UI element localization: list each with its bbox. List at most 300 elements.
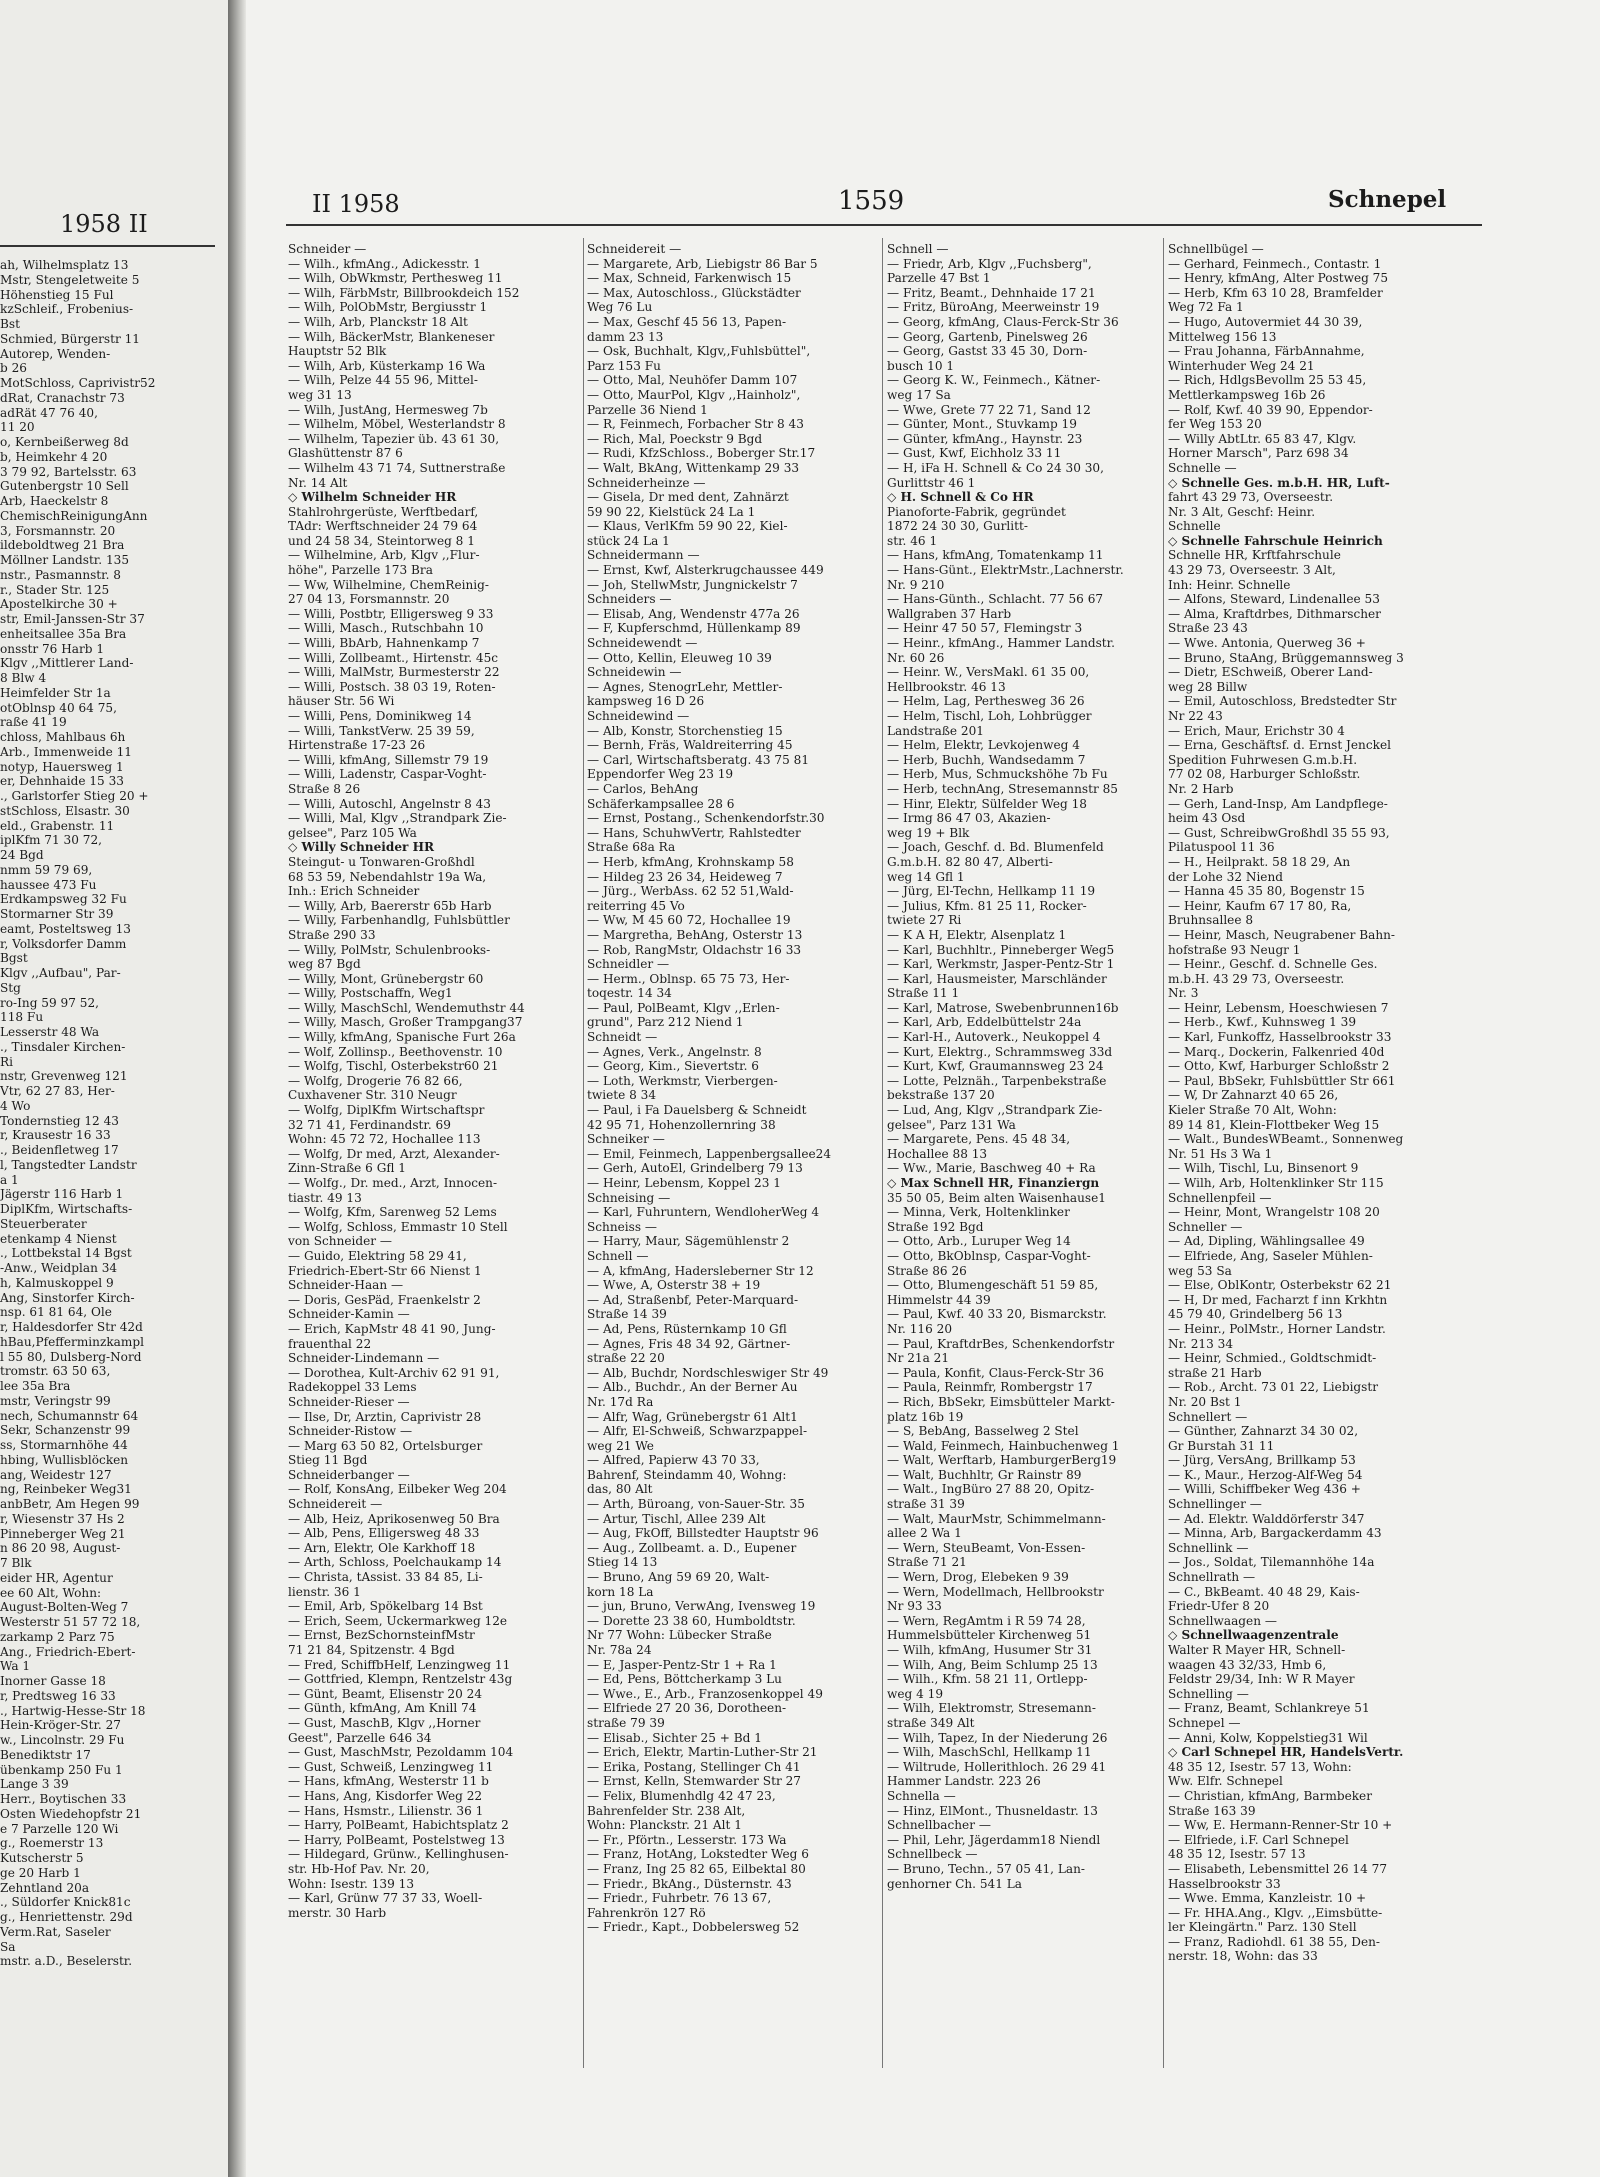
directory-entry-line: — Gust, MaschMstr, Pezoldamm 104 xyxy=(288,1745,514,1760)
book-gutter xyxy=(228,0,246,2177)
directory-entry-line: — Wilh, FärbMstr, Billbrookdeich 152 xyxy=(288,285,520,300)
directory-entry-line: — Rich, Mal, Poeckstr 9 Bgd xyxy=(587,431,763,446)
directory-entry-line: straße 31 39 xyxy=(887,1497,965,1512)
directory-entry-line: — Herb, Buchh, Wandsedamm 7 xyxy=(887,752,1086,767)
directory-entry-line: — Gust, Schweiß, Lenzingweg 11 xyxy=(288,1759,494,1774)
directory-entry-line: — Ernst, Kelln, Stemwarder Str 27 xyxy=(587,1774,801,1789)
directory-entry-line: Bahrenf, Steindamm 40, Wohng: xyxy=(587,1467,787,1482)
directory-entry-line: busch 10 1 xyxy=(887,358,955,373)
directory-entry-line: — Bernh, Fräs, Waldreiterring 45 xyxy=(587,738,793,753)
directory-entry-line: 1872 24 30 30, Gurlitt- xyxy=(887,519,1028,534)
left-page-line: ., Lottbekstal 14 Bgst xyxy=(0,1246,132,1261)
column-separator xyxy=(583,238,584,2068)
directory-entry-line: 59 90 22, Kielstück 24 La 1 xyxy=(587,504,756,519)
left-page-line: nech, Schumannstr 64 xyxy=(0,1408,139,1423)
directory-entry-line: der Lohe 32 Niend xyxy=(1168,869,1283,884)
directory-entry-line: 71 21 84, Spitzenstr. 4 Bgd xyxy=(288,1643,455,1657)
directory-entry-line: — Ad, Pens, Rüsternkamp 10 Gfl xyxy=(587,1321,787,1336)
directory-entry-line: — Hinz, ElMont., Thusneldastr. 13 xyxy=(887,1803,1098,1818)
directory-entry-line: Schnell — xyxy=(887,242,949,256)
directory-entry-line: — Hans-Günth., Schlacht. 77 56 67 xyxy=(887,592,1104,607)
directory-entry-line: — Paul, BbSekr, Fuhlsbüttler Str 661 xyxy=(1168,1073,1396,1088)
directory-entry-line: — Heinr., Geschf. d. Schnelle Ges. xyxy=(1168,957,1378,972)
directory-entry-line: Schneller — xyxy=(1168,1219,1243,1234)
left-page-line: anbBetr, Am Hegen 99 xyxy=(0,1497,140,1511)
directory-entry-line: — Hans-Günt., ElektrMstr.,Lachnerstr. xyxy=(887,563,1124,578)
directory-entry-line: fahrt 43 29 73, Overseestr. xyxy=(1168,490,1334,505)
directory-entry-line: — Bruno, Ang 59 69 20, Walt- xyxy=(587,1570,770,1585)
directory-entry-line: Schneiker — xyxy=(587,1132,665,1147)
directory-entry-line: — Fritz, BüroAng, Meerweinstr 19 xyxy=(887,300,1100,315)
left-page-line: otOblnsp 40 64 75, xyxy=(0,700,117,715)
directory-entry-line: Weg 76 Lu xyxy=(587,300,653,315)
left-page-line: ss, Stormarnhöhe 44 xyxy=(0,1438,128,1452)
left-page-line: ChemischReinigungAnn xyxy=(0,508,148,523)
left-page-line: Erdkampsweg 32 Fu xyxy=(0,892,127,907)
directory-entry-line: G.m.b.H. 82 80 47, Alberti- xyxy=(887,854,1053,869)
directory-entry-line: — Lud, Ang, Klgv ,,Strandpark Zie- xyxy=(887,1103,1103,1118)
directory-entry-line: — Ad, Dipling, Wählingsallee 49 xyxy=(1168,1234,1365,1249)
directory-entry-line: — Wilh, Arb, Küsterkamp 16 Wa xyxy=(288,358,486,373)
left-page-line: Wa 1 xyxy=(0,1659,31,1674)
directory-entry-line: — Franz, HotAng, Lokstedter Weg 6 xyxy=(587,1847,809,1862)
directory-entry-line: — Hans, Ang, Kisdorfer Weg 22 xyxy=(288,1788,483,1803)
left-page-line: ildeboldtweg 21 Bra xyxy=(0,538,125,553)
directory-entry-line: Wohn: Isestr. 139 13 xyxy=(288,1876,415,1891)
directory-entry-line: ◇ H. Schnell & Co HR xyxy=(887,490,1034,505)
directory-entry-line: — Ed, Pens, Böttcherkamp 3 Lu xyxy=(587,1672,782,1687)
directory-entry-line: — Herm., Oblnsp. 65 75 73, Her- xyxy=(587,971,790,986)
directory-entry-line: — Wern, RegAmtm i R 59 74 28, xyxy=(887,1613,1086,1628)
directory-entry-line: — Minna, Arb, Bargackerdamm 43 xyxy=(1168,1526,1382,1541)
directory-entry-line: — Paula, Konfit, Claus-Ferck-Str 36 xyxy=(887,1365,1104,1380)
left-page-line: 4 Wo xyxy=(0,1098,31,1113)
directory-entry-line: Kieler Straße 70 Alt, Wohn: xyxy=(1168,1103,1337,1118)
directory-entry-line: Stieg 14 13 xyxy=(587,1555,658,1570)
directory-entry-line: 48 35 12, Isestr. 57 13 xyxy=(1168,1847,1306,1862)
directory-entry-line: — Heinr. W., VersMakl. 61 35 00, xyxy=(887,665,1090,680)
left-page-line: onsstr 76 Harb 1 xyxy=(0,641,105,656)
directory-entry-line: — Wilh, ObWkmstr, Perthesweg 11 xyxy=(288,271,503,286)
left-page-line: ng, Reinbeker Weg31 xyxy=(0,1482,132,1497)
directory-entry-line: — Paul, Kwf. 40 33 20, Bismarckstr. xyxy=(887,1307,1107,1322)
directory-entry-line: — Paul, KraftdrBes, Schenkendorfstr xyxy=(887,1336,1115,1351)
directory-entry-line: Nr. 9 210 xyxy=(887,577,945,592)
directory-entry-line: Fahrenkrön 127 Rö xyxy=(587,1905,706,1920)
directory-entry-line: — Jürg., WerbAss. 62 52 51,Wald- xyxy=(587,884,794,899)
directory-entry-line: Straße 86 26 xyxy=(887,1263,967,1278)
directory-entry-line: m.b.H. 43 29 73, Overseestr. xyxy=(1168,971,1345,986)
directory-entry-line: ◇ Schnellwaagenzentrale xyxy=(1168,1628,1339,1643)
left-page-line: Arb., Immenweide 11 xyxy=(0,744,132,759)
directory-entry-line: Schneidereit — xyxy=(587,242,682,256)
directory-entry-line: — F, Kupferschmd, Hüllenkamp 89 xyxy=(587,621,801,636)
directory-entry-line: — Wilh, BäckerMstr, Blankeneser xyxy=(288,329,495,344)
directory-entry-line: — Ernst, BezSchornsteinfMstr xyxy=(288,1628,475,1643)
directory-entry-line: ◇ Carl Schnepel HR, HandelsVertr. xyxy=(1168,1745,1404,1760)
directory-entry-line: — Fred, SchiffbHelf, Lenzingweg 11 xyxy=(288,1657,511,1672)
directory-entry-line: — Ernst, Kwf, Alsterkrugchaussee 449 xyxy=(587,563,824,578)
left-page-line: hBau,Pfefferminzkampl xyxy=(0,1334,144,1349)
left-page-line: ro-Ing 59 97 52, xyxy=(0,995,99,1010)
left-page-line: Jägerstr 116 Harb 1 xyxy=(0,1187,124,1202)
directory-entry-line: — Karl, Matrose, Swebenbrunnen16b xyxy=(887,1000,1119,1015)
directory-entry-line: Parzelle 36 Niend 1 xyxy=(587,402,708,417)
directory-entry-line: — Jürg, VersAng, Brillkamp 53 xyxy=(1168,1453,1356,1468)
directory-entry-line: ◇ Wilhelm Schneider HR xyxy=(288,490,457,505)
directory-entry-line: waagen 43 32/33, Hmb 6, xyxy=(1168,1657,1327,1672)
left-page-line: kzSchleif., Frobenius- xyxy=(0,302,134,317)
directory-entry-line: — Alma, Kraftdrbes, Dithmarscher xyxy=(1168,606,1381,621)
directory-entry-line: Parzelle 47 Bst 1 xyxy=(887,271,991,286)
directory-entry-line: Nr. 20 Bst 1 xyxy=(1168,1394,1242,1409)
directory-entry-line: — Harry, Maur, Sägemühlenstr 2 xyxy=(587,1234,790,1249)
directory-entry-line: Schneiss — xyxy=(587,1219,658,1234)
directory-entry-line: — Alb, Buchdr, Nordschleswiger Str 49 xyxy=(587,1365,829,1380)
left-page-line: Sekr, Schanzenstr 99 xyxy=(0,1423,131,1438)
directory-entry-line: — Rolf, KonsAng, Eilbeker Weg 204 xyxy=(288,1482,507,1497)
directory-entry-line: Horner Marsch", Parz 698 34 xyxy=(1168,446,1349,461)
directory-entry-line: — Elisabeth, Lebensmittel 26 14 77 xyxy=(1168,1861,1388,1876)
left-page-line: Osten Wiedehopfstr 21 xyxy=(0,1806,142,1821)
directory-entry-line: gelsee", Parz 105 Wa xyxy=(288,825,417,840)
directory-entry-line: — Heinr, Masch, Neugrabener Bahn- xyxy=(1168,927,1395,942)
directory-entry-line: — Willi, MalMstr, Burmesterstr 22 xyxy=(288,665,500,680)
directory-entry-line: — Willy, kfmAng, Spanische Furt 26a xyxy=(288,1030,516,1045)
header-rule xyxy=(286,224,1482,226)
directory-entry-line: — Hans, kfmAng, Westerstr 11 b xyxy=(288,1774,489,1789)
directory-entry-line: Straße 14 39 xyxy=(587,1307,667,1322)
directory-entry-line: — H, Dr med, Facharzt f inn Krkhtn xyxy=(1168,1292,1388,1307)
directory-entry-line: — Elfriede, Ang, Saseler Mühlen- xyxy=(1168,1248,1373,1263)
directory-entry-line: Schnellbeck — xyxy=(887,1847,978,1862)
directory-entry-line: — Günt, Beamt, Elisenstr 20 24 xyxy=(288,1686,483,1701)
left-page-line: r, Haldesdorfer Str 42d xyxy=(0,1320,143,1334)
left-page-line: Ri xyxy=(0,1054,13,1069)
directory-entry-line: — Wwe, Grete 77 22 71, Sand 12 xyxy=(887,402,1091,417)
directory-entry-line: Gr Burstah 31 11 xyxy=(1168,1438,1275,1453)
left-page-line: lee 35a Bra xyxy=(0,1379,71,1393)
directory-entry-line: weg 53 Sa xyxy=(1168,1263,1232,1278)
directory-entry-line: — Dorette 23 38 60, Humboldtstr. xyxy=(587,1613,796,1628)
left-page-line: ang, Weidestr 127 xyxy=(0,1467,112,1482)
directory-entry-line: 45 79 40, Grindelberg 56 13 xyxy=(1168,1307,1343,1322)
directory-column-3 xyxy=(887,242,1179,1891)
directory-entry-line: nerstr. 18, Wohn: das 33 xyxy=(1168,1949,1318,1964)
directory-entry-line: Wohn: 45 72 72, Hochallee 113 xyxy=(288,1132,481,1147)
directory-entry-line: Schnella — xyxy=(887,1788,956,1803)
directory-entry-line: — Willi, kfmAng, Sillemstr 79 19 xyxy=(288,752,489,767)
directory-entry-line: Gurlittstr 46 1 xyxy=(887,475,976,490)
directory-entry-line: Mettlerkampsweg 16b 26 xyxy=(1168,387,1326,402)
directory-entry-line: Straße 71 21 xyxy=(887,1555,967,1570)
directory-entry-line: — Else, OblKontr, Osterbekstr 62 21 xyxy=(1168,1278,1392,1293)
directory-entry-line: Schneidewendt — xyxy=(587,636,698,651)
directory-entry-line: — Wwe, A, Osterstr 38 + 19 xyxy=(587,1278,761,1293)
directory-entry-line: Nr. 213 34 xyxy=(1168,1336,1234,1351)
directory-entry-line: — Elfriede 27 20 36, Dorotheen- xyxy=(587,1701,787,1716)
directory-entry-line: — Hans, SchuhwVertr, Rahlstedter xyxy=(587,825,801,840)
directory-entry-line: — Willy, Farbenhandlg, Fuhlsbüttler xyxy=(288,913,510,928)
directory-entry-line: — Rich, BbSekr, Eimsbütteler Markt- xyxy=(887,1394,1115,1409)
directory-entry-line: — Kurt, Kwf, Graumannsweg 23 24 xyxy=(887,1059,1104,1074)
left-page-line: -Anw., Weidplan 34 xyxy=(0,1261,118,1275)
directory-entry-line: — Gust, MaschB, Klgv ,,Horner xyxy=(288,1715,481,1730)
directory-entry-line: Parz 153 Fu xyxy=(587,358,661,373)
directory-entry-line: — Alfr, El-Schweiß, Schwarzpappel- xyxy=(587,1424,808,1439)
directory-entry-line: — Willi, TankstVerw. 25 39 59, xyxy=(288,723,475,738)
left-page-line: 7 Blk xyxy=(0,1556,32,1570)
directory-entry-line: — Willi, Pens, Dominikweg 14 xyxy=(288,709,472,723)
directory-entry-line: — Willi, BbArb, Hahnenkamp 7 xyxy=(288,636,480,651)
directory-entry-line: kampsweg 16 D 26 xyxy=(587,694,705,709)
left-page-line: Autorep, Wenden- xyxy=(0,346,111,361)
directory-entry-line: weg 19 + Blk xyxy=(887,825,970,840)
directory-entry-line: — Günter, Mont., Stuvkamp 19 xyxy=(887,417,1077,432)
directory-entry-line: straße 21 Harb xyxy=(1168,1365,1262,1380)
directory-entry-line: Straße 290 33 xyxy=(288,927,376,942)
directory-entry-line: — Heinr, Lebensm, Hoeschwiesen 7 xyxy=(1168,1000,1389,1015)
directory-entry-line: — Wern, Modellmach, Hellbrookstr xyxy=(887,1584,1104,1599)
left-page-line: Klgv ,,Aufbau", Par- xyxy=(0,966,121,980)
left-page-line: l, Tangstedter Landstr xyxy=(0,1157,137,1172)
directory-entry-line: Bahrenfelder Str. 238 Alt, xyxy=(587,1803,746,1818)
left-page-line: Benediktstr 17 xyxy=(0,1747,91,1762)
directory-entry-line: Wohn: Planckstr. 21 Alt 1 xyxy=(587,1818,742,1833)
directory-entry-line: 77 02 08, Harburger Schloßstr. xyxy=(1168,767,1361,782)
directory-entry-line: Schnelling — xyxy=(1168,1686,1249,1701)
directory-entry-line: — Walt., BundesWBeamt., Sonnenweg xyxy=(1168,1132,1404,1147)
left-page-line: o, Kernbeißerweg 8d xyxy=(0,435,129,449)
directory-entry-line: — Karl, Fuhruntern, WendloherWeg 4 xyxy=(587,1205,820,1220)
left-page-line: Arb, Haeckelstr 8 xyxy=(0,494,109,508)
directory-entry-line: — Hinr, Elektr, Sülfelder Weg 18 xyxy=(887,796,1088,811)
directory-entry-line: — Carl, Wirtschaftsberatg. 43 75 81 xyxy=(587,752,810,767)
directory-entry-line: — Rob., Archt. 73 01 22, Liebigstr xyxy=(1168,1380,1379,1395)
directory-entry-line: toqestr. 14 34 xyxy=(587,986,672,1001)
left-page-line: 3, Forsmannstr. 20 xyxy=(0,523,116,538)
directory-entry-line: — Wald, Feinmech, Hainbuchenweg 1 xyxy=(887,1438,1120,1453)
directory-entry-line: Straße 163 39 xyxy=(1168,1803,1256,1818)
directory-entry-line: — Ad, Straßenbf, Peter-Marquard- xyxy=(587,1292,799,1307)
directory-entry-line: — Dorothea, Kult-Archiv 62 91 91, xyxy=(288,1365,500,1380)
directory-entry-line: — Dietr, ESchweiß, Oberer Land- xyxy=(1168,665,1373,680)
directory-entry-line: weg 21 We xyxy=(587,1438,654,1453)
directory-entry-line: Nr. 51 Hs 3 Wa 1 xyxy=(1168,1146,1273,1161)
directory-entry-line: — Arth, Schloss, Poelchaukamp 14 xyxy=(288,1555,502,1570)
directory-entry-line: — Ad. Elektr. Walddörferstr 347 xyxy=(1168,1511,1365,1526)
directory-entry-line: — Friedr., Kapt., Dobbelersweg 52 xyxy=(587,1920,800,1935)
left-page-line: raße 41 19 xyxy=(0,715,67,730)
directory-entry-line: Mittelweg 156 13 xyxy=(1168,329,1277,344)
directory-entry-line: korn 18 La xyxy=(587,1584,654,1599)
directory-entry-line: — Fr., Pförtn., Lesserstr. 173 Wa xyxy=(587,1832,787,1847)
directory-entry-line: — Otto, MaurPol, Klgv ,,Hainholz", xyxy=(587,387,801,402)
left-page-line: Bgst xyxy=(0,951,28,966)
directory-entry-line: straße 22 20 xyxy=(587,1351,665,1366)
directory-entry-line: — Harry, PolBeamt, Habichtsplatz 2 xyxy=(288,1818,509,1833)
directory-column-2 xyxy=(587,242,879,1935)
directory-entry-line: — Erich, Maur, Erichstr 30 4 xyxy=(1168,723,1345,738)
directory-entry-line: — Wilh, JustAng, Hermesweg 7b xyxy=(288,402,488,417)
directory-entry-line: — Wilh, Arb, Holtenklinker Str 115 xyxy=(1168,1176,1384,1190)
directory-entry-line: — Georg, kfmAng, Claus-Ferck-Str 36 xyxy=(887,314,1119,329)
directory-entry-line: — Heinr, Kaufm 67 17 80, Ra, xyxy=(1168,898,1352,913)
directory-entry-line: Nr 93 33 xyxy=(887,1599,942,1614)
left-page-line: Klgv ,,Mittlerer Land- xyxy=(0,656,134,671)
directory-entry-line: Schneiderbanger — xyxy=(288,1467,410,1482)
directory-entry-line: — Ww., Marie, Baschweg 40 + Ra xyxy=(887,1161,1096,1176)
directory-entry-line: ◇ Willy Schneider HR xyxy=(288,840,435,855)
directory-entry-line: — Willi, Zollbeamt., Hirtenstr. 45c xyxy=(288,650,499,665)
directory-entry-line: Stahlrohrgerüste, Werftbedarf, xyxy=(288,504,479,519)
directory-entry-line: — Gerh, Land-Insp, Am Landpflege- xyxy=(1168,796,1388,811)
directory-entry-line: Steingut- u Tonwaren-Großhdl xyxy=(288,854,475,869)
directory-entry-line: Nr. 60 26 xyxy=(887,650,945,665)
directory-entry-line: Schneidermann — xyxy=(587,548,700,563)
left-page-line: Westerstr 51 57 72 18, xyxy=(0,1615,141,1629)
left-page-line: Möllner Landstr. 135 xyxy=(0,553,130,567)
directory-entry-line: Nr. 14 Alt xyxy=(288,475,348,490)
directory-entry-line: Schneising — xyxy=(587,1190,671,1205)
directory-entry-line: — Erich, KapMstr 48 41 90, Jung- xyxy=(288,1321,496,1336)
directory-entry-line: Schnelle — xyxy=(1168,460,1237,475)
directory-entry-line: — Willi, Masch., Rutschbahn 10 xyxy=(288,621,484,636)
left-page-line: er, Dehnhaide 15 33 xyxy=(0,774,124,789)
directory-entry-line: twiete 27 Ri xyxy=(887,913,962,928)
left-page-line: r, Krausestr 16 33 xyxy=(0,1128,111,1143)
left-page-line: l 55 80, Dulsberg-Nord xyxy=(0,1349,142,1364)
directory-entry-line: — Wilh, Pelze 44 55 96, Mittel- xyxy=(288,373,478,388)
directory-entry-line: — Georg, Kim., Sievertstr. 6 xyxy=(587,1059,759,1074)
directory-entry-line: Schneider-Rieser — xyxy=(288,1394,410,1409)
directory-entry-line: — Wolfg, Tischl, Osterbekstr60 21 xyxy=(288,1059,499,1074)
directory-entry-line: — Wilhelm 43 71 74, Suttnerstraße xyxy=(288,460,506,475)
directory-entry-line: — Heinr, Schmied., Goldtschmidt- xyxy=(1168,1351,1377,1366)
directory-entry-line: — Alb., Buchdr., An der Berner Au xyxy=(587,1380,798,1395)
directory-entry-line: — Wilhelmine, Arb, Klgv ,,Flur- xyxy=(288,548,480,563)
directory-entry-line: Schneiderheinze — xyxy=(587,475,706,490)
directory-entry-line: — Karl, Buchhltr., Pinneberger Weg5 xyxy=(887,942,1115,957)
directory-entry-line: 48 35 12, Isestr. 57 13, Wohn: xyxy=(1168,1759,1352,1774)
directory-entry-line: Schneidereit — xyxy=(288,1497,383,1512)
directory-entry-line: — Herb, technAng, Stresemannstr 85 xyxy=(887,781,1118,796)
directory-entry-line: Zinn-Straße 6 Gfl 1 xyxy=(288,1161,406,1176)
directory-entry-line: — Emil, Autoschloss, Bredstedter Str xyxy=(1168,694,1397,709)
directory-entry-line: Nr 21a 21 xyxy=(887,1351,950,1366)
directory-entry-line: — Willy, MaschSchl, Wendemuthstr 44 xyxy=(288,1000,525,1015)
directory-entry-line: — Max, Schneid, Farkenwisch 15 xyxy=(587,271,792,286)
directory-entry-line: — Paul, PolBeamt, Klgv ,,Erlen- xyxy=(587,1000,780,1015)
left-page-line: r, Wiesenstr 37 Hs 2 xyxy=(0,1511,125,1526)
directory-entry-line: Inh: Heinr. Schnelle xyxy=(1168,577,1291,592)
directory-entry-line: — Ww, M 45 60 72, Hochallee 19 xyxy=(587,913,791,928)
directory-entry-line: Bruhnsallee 8 xyxy=(1168,913,1254,928)
directory-entry-line: 42 95 71, Hohenzollernring 38 xyxy=(587,1117,776,1132)
directory-entry-line: heim 43 Osd xyxy=(1168,811,1246,826)
left-page-line: Zehntland 20a xyxy=(0,1880,90,1895)
directory-entry-line: — Kurt, Elektrg., Schrammsweg 33d xyxy=(887,1044,1113,1059)
directory-entry-line: — Karl, Werkmstr, Jasper-Pentz-Str 1 xyxy=(887,957,1115,972)
directory-entry-line: — Wilh., Kfm. 58 21 11, Ortlepp- xyxy=(887,1672,1088,1687)
directory-entry-line: — Willy, Masch, Großer Trampgang37 xyxy=(288,1015,523,1030)
directory-entry-line: Nr. 3 xyxy=(1168,986,1199,1001)
directory-entry-line: — Alfred, Papierw 43 70 33, xyxy=(587,1453,760,1468)
left-page-header: 1958 II xyxy=(60,210,148,238)
directory-entry-line: genhorner Ch. 541 La xyxy=(887,1876,1023,1891)
left-page-line: b, Heimkehr 4 20 xyxy=(0,449,108,464)
directory-entry-line: — Ww, E. Hermann-Renner-Str 10 + xyxy=(1168,1818,1393,1833)
directory-entry-line: Straße 8 26 xyxy=(288,781,361,796)
directory-entry-line: — Elisab., Sichter 25 + Bd 1 xyxy=(587,1730,762,1745)
directory-entry-line: hofstraße 93 Neugr 1 xyxy=(1168,942,1301,957)
directory-entry-line: fer Weg 153 20 xyxy=(1168,417,1262,432)
left-page-line: ., Garlstorfer Stieg 20 + xyxy=(0,789,149,803)
directory-entry-line: — Alb, Konstr, Storchenstieg 15 xyxy=(587,723,783,738)
left-page-line: chloss, Mahlbaus 6h xyxy=(0,730,126,744)
directory-entry-line: str. 46 1 xyxy=(887,533,938,548)
directory-entry-line: lienstr. 36 1 xyxy=(288,1584,361,1599)
directory-entry-line: — Agnes, StenogrLehr, Mettler- xyxy=(587,679,783,694)
left-page-line: Sa xyxy=(0,1939,16,1954)
directory-entry-line: höhe", Parzelle 173 Bra xyxy=(288,563,433,578)
left-page-line: r, Predtsweg 16 33 xyxy=(0,1688,116,1703)
directory-entry-line: — Erna, Geschäftsf. d. Ernst Jenckel xyxy=(1168,738,1391,753)
left-page-line: Mstr, Stengeletweite 5 xyxy=(0,272,140,287)
directory-entry-line: — Willy, Arb, Baererstr 65b Harb xyxy=(288,898,492,913)
directory-entry-line: — Arth, Büroang, von-Sauer-Str. 35 xyxy=(587,1497,805,1512)
directory-entry-line: str. Hb-Hof Pav. Nr. 20, xyxy=(288,1861,430,1876)
directory-entry-line: — Rob, RangMstr, Oldachstr 16 33 xyxy=(587,942,802,957)
directory-entry-line: — Wilhelm, Möbel, Westerlandstr 8 xyxy=(288,417,506,432)
left-page-line: Stormarner Str 39 xyxy=(0,907,114,921)
directory-entry-line: — Walt, BkAng, Wittenkamp 29 33 xyxy=(587,460,800,475)
directory-entry-line: stück 24 La 1 xyxy=(587,533,670,548)
directory-entry-line: — Wern, SteuBeamt, Von-Essen- xyxy=(887,1540,1086,1555)
left-page-line: r., Stader Str. 125 xyxy=(0,582,110,597)
directory-entry-line: Schnellinger — xyxy=(1168,1497,1262,1512)
directory-entry-line: — Karl, Grünw 77 37 33, Woell- xyxy=(288,1891,483,1906)
directory-entry-line: — Margretha, BehAng, Osterstr 13 xyxy=(587,927,803,942)
directory-entry-line: — Gottfried, Klempn, Rentzelstr 43g xyxy=(288,1672,513,1687)
directory-entry-line: Hammer Landstr. 223 26 xyxy=(887,1774,1041,1789)
left-page-line: hbing, Wullisblöcken xyxy=(0,1452,129,1467)
directory-entry-line: — S, BebAng, Basselweg 2 Stel xyxy=(887,1424,1079,1439)
directory-entry-line: Straße 192 Bgd xyxy=(887,1219,984,1234)
left-page-line: adRät 47 76 40, xyxy=(0,405,98,420)
left-page-line: Lesserstr 48 Wa xyxy=(0,1025,100,1039)
directory-entry-line: Hummelsbütteler Kirchenweg 51 xyxy=(887,1628,1092,1643)
directory-entry-line: — Willi, Postbtr, Elligersweg 9 33 xyxy=(288,606,494,621)
directory-entry-line: Schnellink — xyxy=(1168,1540,1249,1555)
left-page-line: 24 Bgd xyxy=(0,848,44,862)
directory-entry-line: — Günther, Zahnarzt 34 30 02, xyxy=(1168,1424,1359,1439)
directory-entry-line: — Walt, Buchhltr, Gr Rainstr 89 xyxy=(887,1467,1082,1482)
directory-entry-line: straße 79 39 xyxy=(587,1715,665,1730)
left-page-line: Lange 3 39 xyxy=(0,1777,69,1792)
directory-entry-line: Cuxhavener Str. 310 Neugr xyxy=(288,1088,457,1103)
left-page-line: ., Süldorfer Knick81c xyxy=(0,1895,131,1910)
directory-entry-line: Pianoforte-Fabrik, gegründet xyxy=(887,504,1066,519)
left-page-line: str, Emil-Janssen-Str 37 xyxy=(0,612,145,626)
directory-entry-line: — Erich, Seem, Uckermarkweg 12e xyxy=(288,1613,508,1628)
directory-entry-line: Schnellbügel — xyxy=(1168,242,1264,256)
directory-entry-line: — K A H, Elektr, Alsenplatz 1 xyxy=(887,927,1067,942)
directory-entry-line: Landstraße 201 xyxy=(887,723,984,738)
left-page-line: iplKfm 71 30 72, xyxy=(0,833,102,848)
directory-entry-line: — Wern, Drog, Elebeken 9 39 xyxy=(887,1570,1069,1585)
directory-entry-line: gelsee", Parz 131 Wa xyxy=(887,1117,1016,1132)
